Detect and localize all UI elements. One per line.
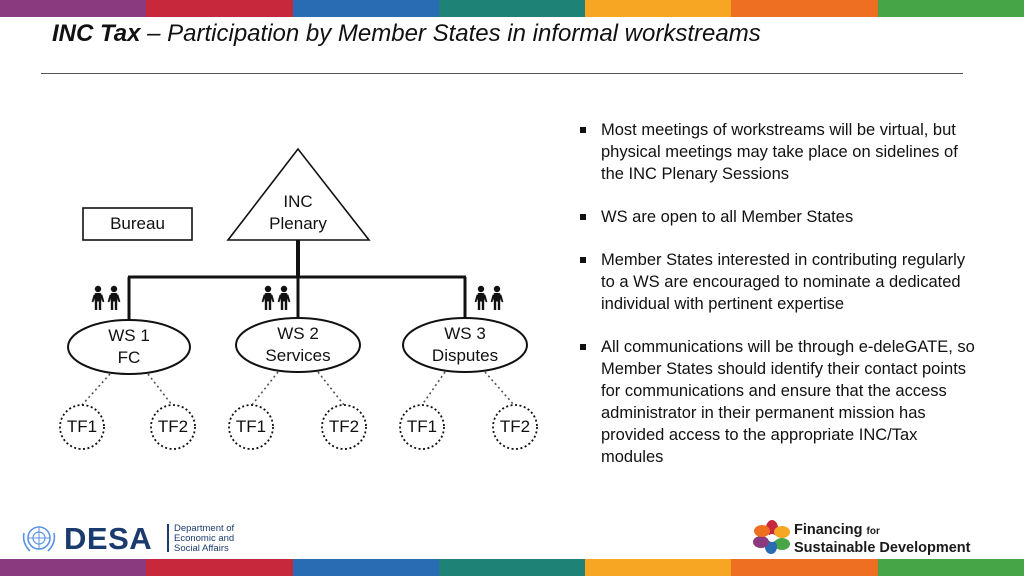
ffd-flower-icon	[752, 520, 792, 554]
note-item: Member States interested in contributing regularly to a WS are encouraged to nominate a dedicated individual with pertinent expertise	[580, 249, 975, 315]
bureau-label: Bureau	[110, 214, 165, 233]
ws1-label	[79, 325, 179, 369]
ws2-tf1-label: TF1	[235, 417, 267, 436]
bullet-square-icon	[580, 127, 586, 133]
tf-links	[82, 372, 514, 405]
ffd-logo-text: Financing for Sustainable Development	[794, 522, 971, 556]
ws3-label	[410, 323, 520, 367]
bullet-square-icon	[580, 257, 586, 263]
un-emblem-icon	[20, 523, 58, 555]
ws3-line2: Disputes	[431, 346, 499, 365]
note-item: WS are open to all Member States	[580, 206, 975, 228]
ws2-label	[243, 323, 353, 367]
desa-department: Department of Economic and Social Affairs	[174, 523, 235, 554]
bullet-square-icon	[580, 344, 586, 350]
desa-separator	[167, 524, 169, 552]
desa-logo-text: DESA	[64, 521, 153, 556]
plenary-line2: Plenary	[269, 214, 327, 233]
ws2-line1: WS 2	[277, 324, 319, 343]
plenary-line1: INC	[283, 192, 313, 211]
notes-list	[580, 119, 975, 489]
bullet-square-icon	[580, 214, 586, 220]
ws3-people-icon	[476, 286, 503, 310]
ws1-line2: FC	[117, 348, 141, 367]
note-item: All communications will be through e-deleGATE, so Member States should identify their contact points for communications and ensure that the access administrator in their permanent mission has provided access to the appropriate INC/Tax modules	[580, 336, 975, 468]
ws2-tf2-label: TF2	[328, 417, 360, 436]
ws1-people-icon	[93, 286, 120, 310]
ws3-tf2-label: TF2	[499, 417, 531, 436]
ws1-tf2-label: TF2	[157, 417, 189, 436]
org-diagram	[0, 0, 560, 470]
title-rest: – Participation by Member States in informal workstreams	[140, 20, 761, 47]
ws3-line1: WS 3	[444, 324, 486, 343]
ws1-line1: WS 1	[108, 326, 150, 345]
ws1-tf1-label: TF1	[66, 417, 98, 436]
ws2-people-icon	[263, 286, 290, 310]
ws2-line2: Services	[265, 346, 331, 365]
title-bold: INC Tax	[52, 20, 141, 47]
plenary-label	[248, 191, 348, 235]
note-item: Most meetings of workstreams will be virtual, but physical meetings may take place on sidelines of the INC Plenary Sessions	[580, 119, 975, 185]
ws3-tf1-label: TF1	[406, 417, 438, 436]
bottom-color-stripe	[0, 559, 1024, 576]
